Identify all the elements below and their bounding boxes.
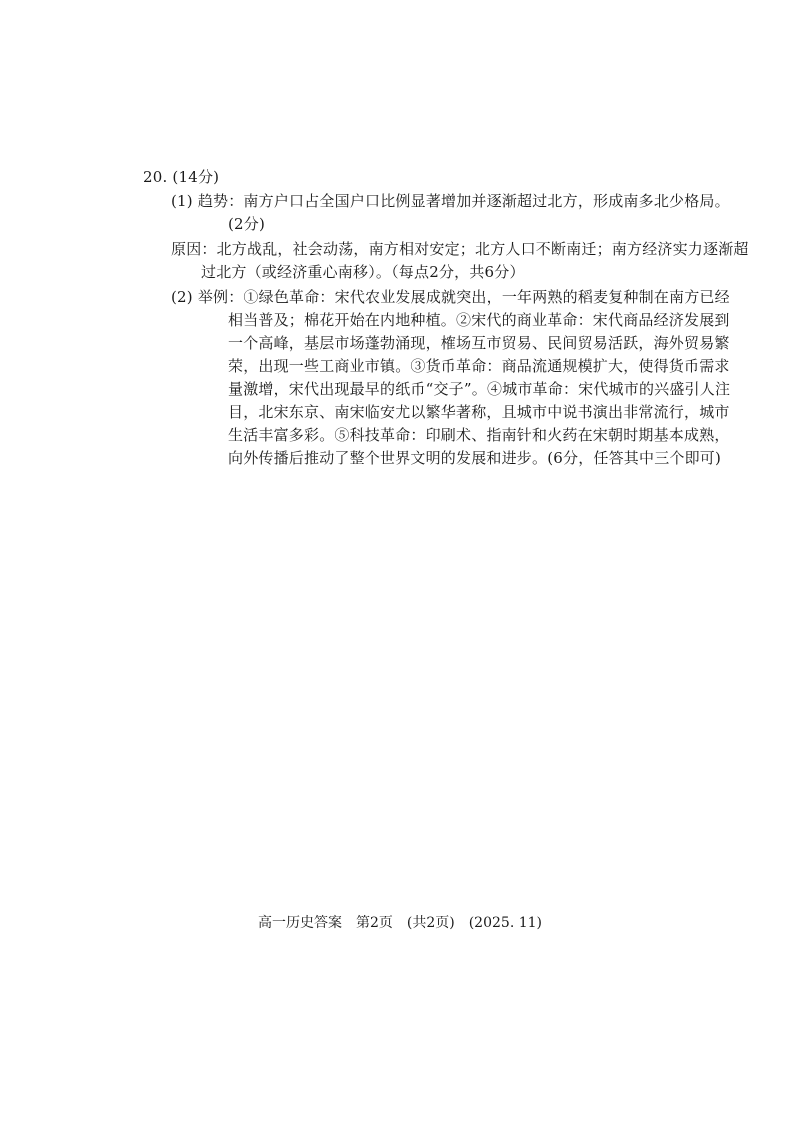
part2-line: 荣，出现一些工商业市镇。③货币革命：商品流通规模扩大，使得货币需求 bbox=[228, 357, 730, 375]
part2-line: 一个高峰，基层市场蓬勃涌现，榷场互市贸易、民间贸易活跃，海外贸易繁 bbox=[228, 334, 730, 352]
part2-line: 向外传播后推动了整个世界文明的发展和进步。(6分，任答其中三个即可) bbox=[228, 449, 722, 467]
part1-reason-line: 原因：北方战乱，社会动荡，南方相对安定；北方人口不断南迁；南方经济实力逐渐超 bbox=[171, 240, 749, 258]
page-footer: 高一历史答案 第2页 (共2页) (2025. 11) bbox=[257, 915, 542, 931]
part2-line: (2) 举例：①绿色革命：宋代农业发展成就突出，一年两熟的稻麦复种制在南方已经 bbox=[171, 288, 730, 306]
part1-trend-line: (1) 趋势：南方户口占全国户口比例显著增加并逐渐超过北方，形成南多北少格局。 bbox=[171, 192, 730, 210]
part2-line: 相当普及；棉花开始在内地种植。②宋代的商业革命：宋代商品经济发展到 bbox=[228, 311, 730, 329]
part2-line: 生活丰富多彩。⑤科技革命：印刷术、指南针和火药在宋朝时期基本成熟， bbox=[228, 426, 730, 444]
part1-trend-score: (2分) bbox=[228, 215, 266, 233]
part2-line: 量激增，宋代出现最早的纸币“交子”。④城市革命：宋代城市的兴盛引人注 bbox=[228, 380, 731, 398]
part2-line: 目，北宋东京、南宋临安尤以繁华著称，且城市中说书演出非常流行，城市 bbox=[228, 403, 730, 421]
part1-reason-line-continued: 过北方（或经济重心南移）。（每点2分，共6分） bbox=[201, 263, 525, 281]
question-number: 20. (14分) bbox=[143, 168, 220, 186]
